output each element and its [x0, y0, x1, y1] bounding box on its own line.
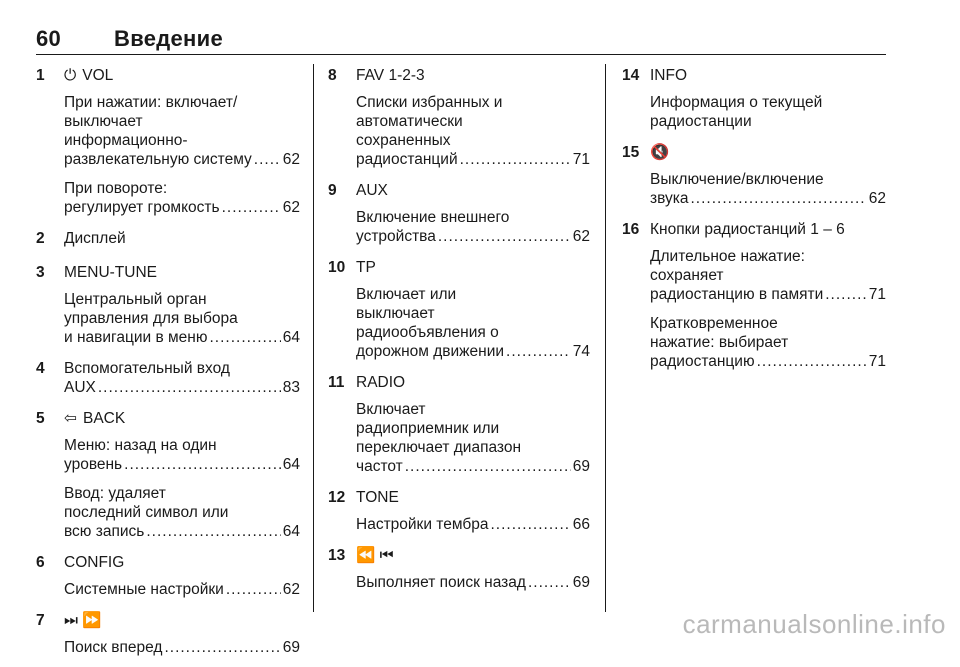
- entry-title: [622, 218, 886, 242]
- entry-number: 13: [328, 547, 346, 564]
- description-text: радиостанцию в памяти: [650, 286, 824, 303]
- dot-leader: [490, 515, 570, 534]
- entry-number: 12: [328, 489, 346, 506]
- entry-title: [36, 609, 300, 633]
- dot-leader: [124, 455, 281, 474]
- leader-line: [64, 455, 300, 474]
- entry-label-wrap: [64, 407, 125, 431]
- entry-description: [650, 93, 886, 131]
- entry-label-wrap: [356, 179, 388, 203]
- description-text: AUX: [64, 379, 96, 396]
- entry-title: [328, 371, 590, 395]
- entry-label: Дисплей: [64, 230, 126, 247]
- page-reference: 64: [282, 523, 300, 540]
- description-line: При нажатии: включает/: [64, 94, 238, 111]
- entry-label-wrap: [356, 486, 399, 510]
- page-reference: 69: [282, 639, 300, 656]
- leader-line: [356, 457, 590, 476]
- legend-entry: [622, 141, 886, 208]
- description-line: информационно-: [64, 132, 188, 149]
- description-line: радиоприемник или: [356, 420, 500, 437]
- entry-label-wrap: [650, 141, 675, 165]
- legend-entry: [36, 551, 300, 599]
- description-text: звука: [650, 190, 689, 207]
- description-text: радиостанций: [356, 151, 458, 168]
- description-line: нажатие: выбирает: [650, 334, 789, 351]
- entry-number: 14: [622, 67, 640, 84]
- legend-entry: [328, 371, 590, 476]
- column-2: [328, 64, 590, 602]
- entry-label-wrap: [356, 544, 400, 568]
- entry-description: [64, 93, 300, 169]
- entry-label: FAV 1-2-3: [356, 67, 425, 84]
- entry-title: [622, 64, 886, 88]
- dot-leader: [226, 580, 281, 599]
- description-line: выключает: [64, 113, 143, 130]
- legend-entry: [622, 64, 886, 131]
- entry-title: [328, 64, 590, 88]
- entry-number: 8: [328, 67, 337, 84]
- dot-leader: [528, 573, 571, 592]
- legend-entry: [622, 218, 886, 371]
- leader-line: [64, 638, 300, 657]
- entry-description: [356, 208, 590, 246]
- column-divider: [313, 64, 314, 612]
- page-reference: 74: [572, 343, 590, 360]
- entry-label-wrap: [356, 64, 425, 88]
- entry-description: [356, 573, 590, 592]
- entry-label: Кнопки радиостанций 1 – 6: [650, 221, 845, 238]
- entry-description: [64, 290, 300, 347]
- legend-entry: [36, 407, 300, 541]
- dot-leader: [825, 285, 867, 304]
- leader-line: [64, 198, 300, 217]
- page-reference: 62: [868, 190, 886, 207]
- power-icon: ⏻: [64, 67, 77, 84]
- page-reference: 71: [868, 353, 886, 370]
- description-line: Включает или: [356, 286, 457, 303]
- entry-number: 10: [328, 259, 346, 276]
- column-1: [36, 64, 300, 667]
- description-text: и навигации в меню: [64, 329, 208, 346]
- page-reference: 69: [572, 574, 590, 591]
- entry-title: [36, 261, 300, 285]
- entry-title: [328, 486, 590, 510]
- legend-entry: [36, 261, 300, 347]
- page-reference: 66: [572, 516, 590, 533]
- leader-line: [64, 328, 300, 347]
- description-line: Центральный орган: [64, 291, 207, 308]
- leader-line: [650, 189, 886, 208]
- legend-entry: [36, 64, 300, 217]
- entry-label: INFO: [650, 67, 688, 84]
- page-number: 60: [36, 26, 62, 51]
- leader-line: [650, 352, 886, 371]
- legend-entry: [328, 256, 590, 361]
- description-line: автоматически: [356, 113, 463, 130]
- entry-label-wrap: [64, 261, 157, 285]
- entry-title: [36, 227, 300, 251]
- dot-leader: [222, 198, 281, 217]
- entry-label: MENU-TUNE: [64, 264, 157, 281]
- description-text: устройства: [356, 228, 436, 245]
- entry-title: [36, 357, 300, 381]
- description-text: развлекательную систему: [64, 151, 252, 168]
- description-text: Поиск вперед: [64, 639, 163, 656]
- dot-leader: [691, 189, 867, 208]
- entry-title: [36, 64, 300, 88]
- column-divider: [605, 64, 606, 612]
- entry-number: 15: [622, 144, 640, 161]
- description-text: радиостанцию: [650, 353, 755, 370]
- entry-description: [64, 638, 300, 657]
- seek-forward-icon: ⏭ ⏩: [64, 612, 102, 629]
- dot-leader: [438, 227, 571, 246]
- page-reference: 71: [572, 151, 590, 168]
- entry-label: VOL: [82, 67, 114, 84]
- legend-entry: [328, 64, 590, 169]
- description-text: Системные настройки: [64, 581, 224, 598]
- description-line: сохраненных: [356, 132, 451, 149]
- watermark: carmanualsonline.info: [682, 609, 946, 639]
- entry-description: [64, 436, 300, 474]
- page-reference: 71: [868, 286, 886, 303]
- mute-icon: 🔇: [650, 144, 670, 161]
- leader-line: [356, 150, 590, 169]
- description-line: Ввод: удаляет: [64, 485, 166, 502]
- entry-description: [356, 400, 590, 476]
- description-line: выключает: [356, 305, 435, 322]
- entry-description: [650, 170, 886, 208]
- entry-label: TP: [356, 259, 376, 276]
- entry-label-wrap: [64, 227, 126, 251]
- entry-number: 7: [36, 612, 45, 629]
- entry-number: 16: [622, 221, 640, 238]
- description-line: Списки избранных и: [356, 94, 503, 111]
- page-reference: 62: [572, 228, 590, 245]
- page-reference: 62: [282, 151, 300, 168]
- entry-label: Вспомогательный вход: [64, 360, 230, 377]
- dot-leader: [405, 457, 571, 476]
- description-text: дорожном движении: [356, 343, 505, 360]
- entry-number: 5: [36, 410, 45, 427]
- entry-number: 6: [36, 554, 45, 571]
- entry-label: CONFIG: [64, 554, 125, 571]
- dot-leader: [254, 150, 281, 169]
- dot-leader: [757, 352, 867, 371]
- entry-description: [650, 314, 886, 371]
- page-reference: 64: [282, 329, 300, 346]
- description-line: Меню: назад на один: [64, 437, 217, 454]
- entry-description: [64, 580, 300, 599]
- entry-label-wrap: [650, 64, 687, 88]
- legend-entry: [36, 357, 300, 397]
- page-reference: 62: [282, 581, 300, 598]
- description-line: Выключение/включение: [650, 171, 824, 188]
- description-line: радиостанции: [650, 113, 752, 130]
- leader-line: [356, 515, 590, 534]
- entry-title: [622, 141, 886, 165]
- entry-number: 9: [328, 182, 337, 199]
- page-reference: 64: [282, 456, 300, 473]
- entry-title: [328, 544, 590, 568]
- entry-description: [650, 247, 886, 304]
- entry-label-wrap: [64, 64, 113, 88]
- page-header: [36, 24, 886, 55]
- description-line: управления для выбора: [64, 310, 238, 327]
- entry-description: [64, 484, 300, 541]
- entry-label: TONE: [356, 489, 399, 506]
- description-text: Настройки тембра: [356, 516, 489, 533]
- entry-label: AUX: [356, 182, 388, 199]
- page-reference: 69: [572, 458, 590, 475]
- dot-leader: [209, 328, 280, 347]
- leader-line: [356, 342, 590, 361]
- entry-description: [64, 179, 300, 217]
- entry-label: RADIO: [356, 374, 406, 391]
- legend-entry: [328, 544, 590, 592]
- dot-leader: [506, 342, 571, 361]
- entry-label-wrap: [64, 609, 108, 633]
- description-text: уровень: [64, 456, 123, 473]
- description-line: переключает диапазон: [356, 439, 522, 456]
- description-line: последний символ или: [64, 504, 229, 521]
- description-line: Информация о текущей: [650, 94, 823, 111]
- entry-title: [328, 256, 590, 280]
- dot-leader: [164, 638, 280, 657]
- entry-label-wrap: [356, 371, 405, 395]
- page-reference: 83: [282, 379, 300, 396]
- dot-leader: [146, 522, 280, 541]
- description-text: регулирует громкость: [64, 199, 220, 216]
- description-line: Длительное нажатие:: [650, 248, 805, 265]
- legend-entry: [328, 486, 590, 534]
- page-reference: 62: [282, 199, 300, 216]
- entry-description: [356, 515, 590, 534]
- entry-number: 2: [36, 230, 45, 247]
- leader-line: [356, 573, 590, 592]
- entry-number: 11: [328, 374, 345, 391]
- entry-number: 1: [36, 67, 45, 84]
- description-line: При повороте:: [64, 180, 168, 197]
- section-title: Введение: [114, 26, 224, 51]
- entry-title: [36, 407, 300, 431]
- entry-label-wrap: [64, 551, 124, 575]
- entry-label-wrap: [650, 218, 845, 242]
- back-arrow-icon: ⇦: [64, 410, 77, 427]
- description-line: Включение внешнего: [356, 209, 510, 226]
- entry-title: [36, 551, 300, 575]
- description-line: Включает: [356, 401, 426, 418]
- description-line: Кратковременное: [650, 315, 778, 332]
- entry-number: 3: [36, 264, 45, 281]
- description-text: Выполняет поиск назад: [356, 574, 526, 591]
- entry-description: [356, 93, 590, 169]
- entry-label-wrap: [356, 256, 376, 280]
- legend-entry: [36, 609, 300, 657]
- description-line: радиообъявления о: [356, 324, 499, 341]
- legend-entry: [328, 179, 590, 246]
- description-line: сохраняет: [650, 267, 724, 284]
- description-text: частот: [356, 458, 403, 475]
- seek-back-icon: ⏪ ⏮: [356, 547, 394, 564]
- legend-entry: [36, 227, 300, 251]
- entry-label: BACK: [83, 410, 126, 427]
- leader-line: [64, 522, 300, 541]
- entry-label-wrap: [64, 357, 230, 381]
- column-3: [622, 64, 886, 381]
- dot-leader: [460, 150, 571, 169]
- entry-number: 4: [36, 360, 45, 377]
- leader-line: [64, 150, 300, 169]
- leader-line: [64, 580, 300, 599]
- leader-line: [650, 285, 886, 304]
- entry-description: [356, 285, 590, 361]
- description-text: всю запись: [64, 523, 145, 540]
- leader-line: [356, 227, 590, 246]
- entry-title: [328, 179, 590, 203]
